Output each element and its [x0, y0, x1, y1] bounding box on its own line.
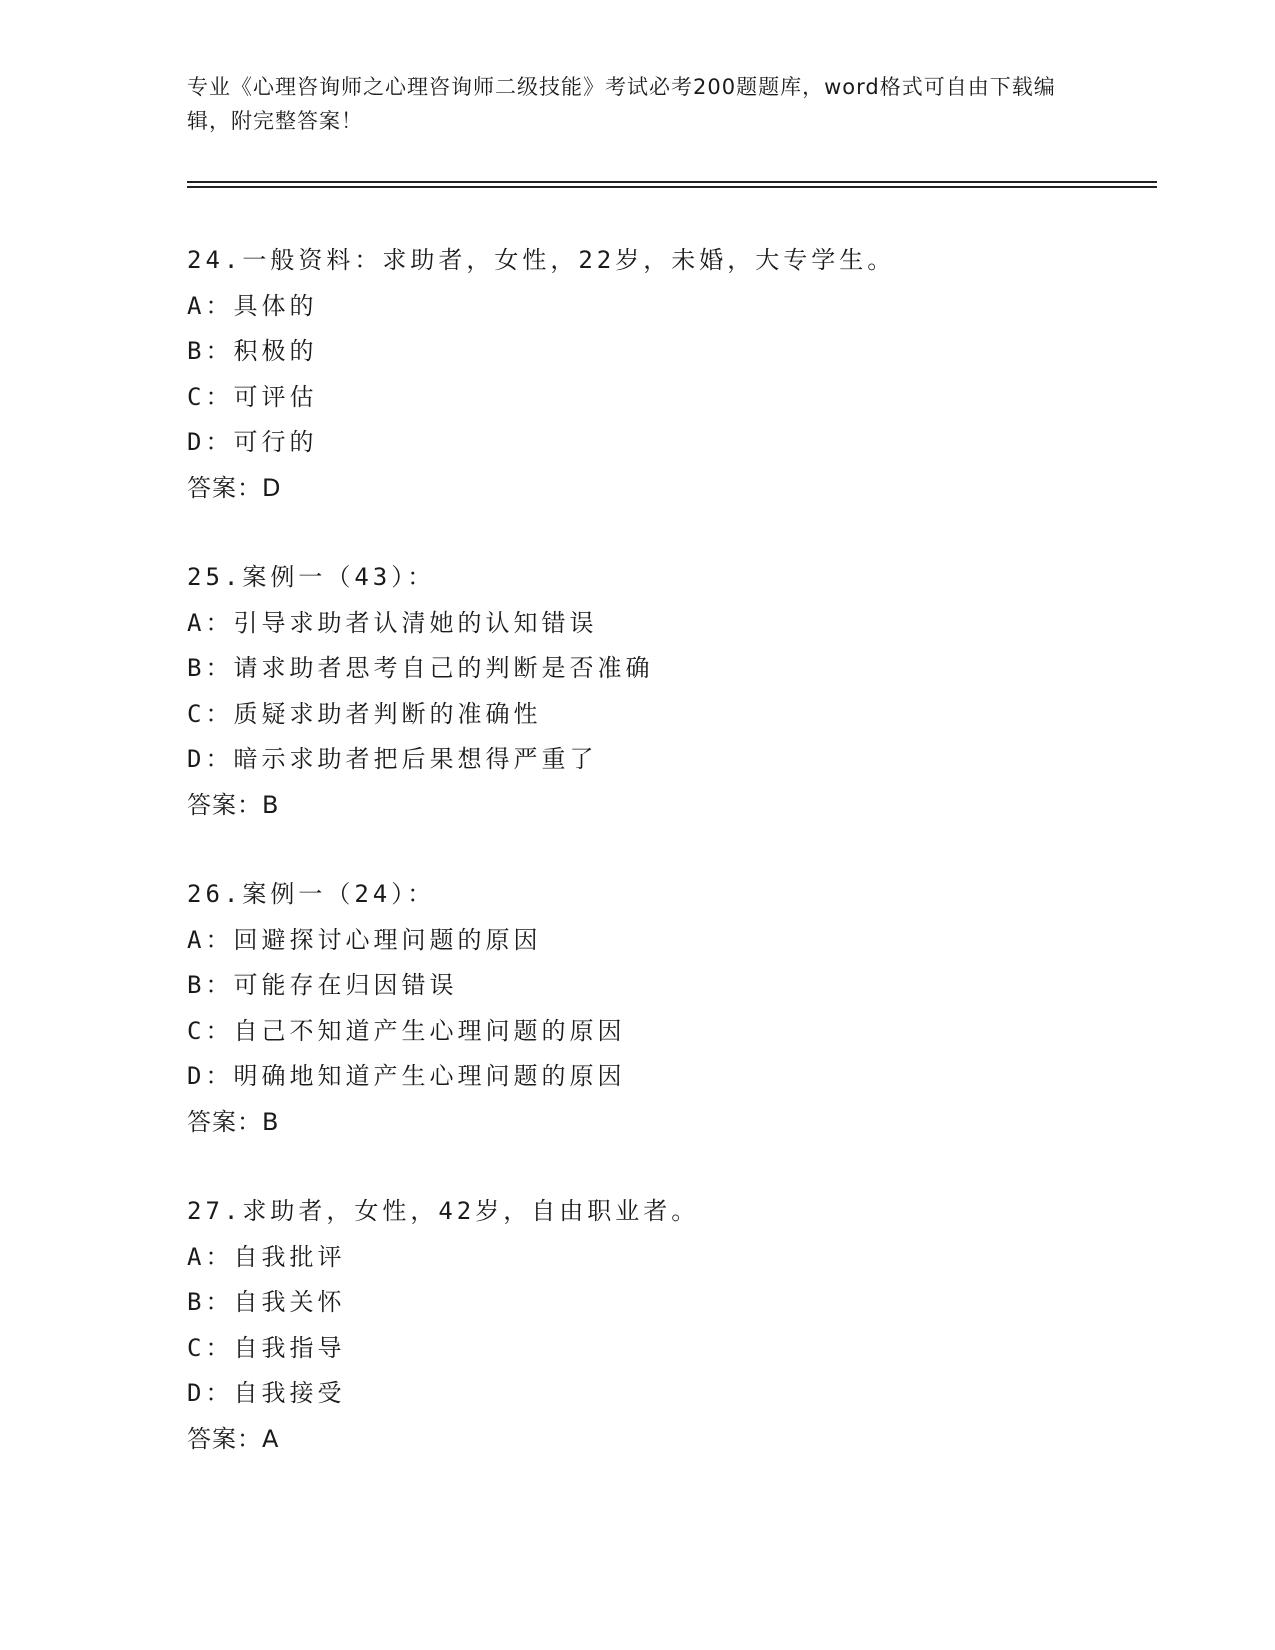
option-c: C：质疑求助者判断的准确性 [187, 699, 542, 728]
answer-line: 答案：B [187, 790, 280, 819]
document-header: 专业《心理咨询师之心理咨询师二级技能》考试必考200题题库，word格式可自由下载编辑，附完整答案！ [187, 75, 1056, 133]
question-27 [187, 1189, 1157, 1462]
answer-line: 答案：A [187, 1424, 280, 1453]
question-stem: 26.案例一（24）： [187, 880, 436, 908]
question-stem: 27.求助者，女性，42岁，自由职业者。 [187, 1197, 700, 1225]
question-26 [187, 872, 1157, 1145]
question-25 [187, 555, 1157, 828]
option-a: A：回避探讨心理问题的原因 [187, 925, 542, 954]
option-b: B：积极的 [187, 337, 318, 365]
option-a: A：自我批评 [187, 1242, 346, 1271]
document-page [187, 70, 1157, 1506]
question-list [187, 238, 1157, 1462]
answer-line: 答案：D [187, 473, 282, 502]
option-a: A：具体的 [187, 291, 318, 320]
option-b: B：可能存在归因错误 [187, 971, 458, 999]
option-b: B：请求助者思考自己的判断是否准确 [187, 654, 654, 682]
option-b: B：自我关怀 [187, 1288, 346, 1316]
option-c: C：自我指导 [187, 1333, 346, 1362]
option-d: D：自我接受 [187, 1379, 346, 1407]
option-d: D：暗示求助者把后果想得严重了 [187, 745, 598, 773]
answer-line: 答案：B [187, 1107, 280, 1136]
question-stem: 25.案例一（43）： [187, 563, 436, 591]
option-d: D：明确地知道产生心理问题的原因 [187, 1062, 626, 1090]
header-divider [187, 181, 1157, 188]
option-c: C：可评估 [187, 382, 318, 411]
question-24 [187, 238, 1157, 511]
option-a: A：引导求助者认清她的认知错误 [187, 608, 598, 637]
option-d: D：可行的 [187, 428, 318, 456]
option-c: C：自己不知道产生心理问题的原因 [187, 1016, 626, 1045]
question-stem: 24.一般资料：求助者，女性，22岁，未婚，大专学生。 [187, 246, 896, 274]
